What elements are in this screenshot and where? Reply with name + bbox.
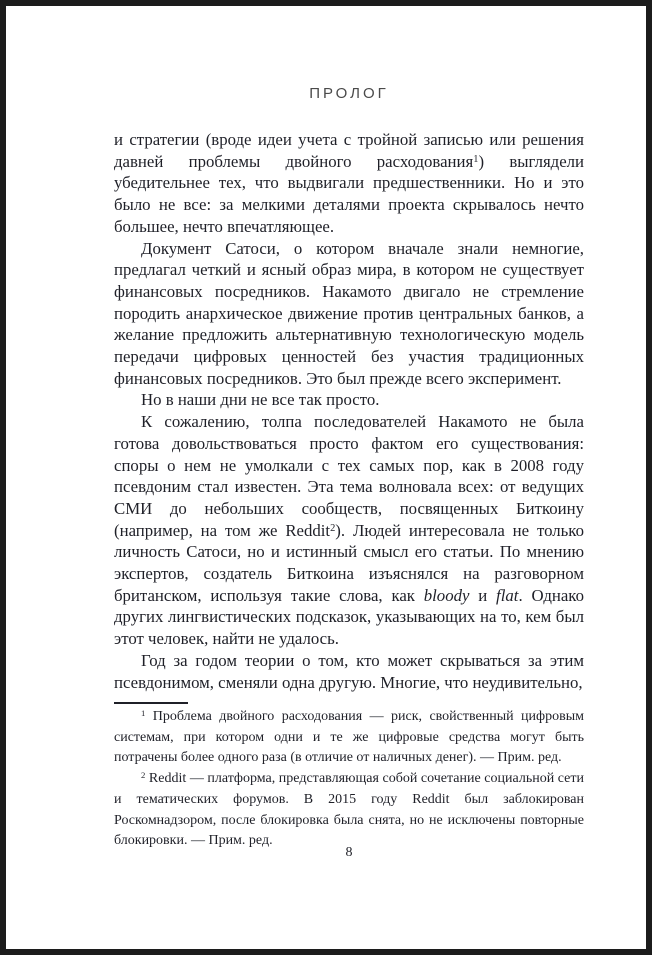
body-text bbox=[114, 129, 584, 693]
text-run: . Однако других лингвистических подсказок, указывающих на то, кем был этот человек, найти не удалось. bbox=[114, 585, 584, 649]
footnote-marker: 2 bbox=[141, 770, 146, 781]
text-run: и стратегии (вроде идеи учета с тройной записью или решения давней проблемы двойного расходования bbox=[114, 130, 584, 171]
text-run: и bbox=[469, 585, 497, 605]
text-run: Документ Сатоси, о котором вначале знали немногие, предлагал четкий и ясный образ мира, в котором не существует финансовых посредников. Накамото двигало не стремление породить анархическое движение против центральных банков, а желание предложить альтернативную технологическую модель передачи цифровых ценностей без участия традиционных финансовых посредников. Это был прежде всего эксперимент. bbox=[114, 238, 584, 388]
body-paragraph bbox=[114, 238, 584, 390]
footnote bbox=[114, 707, 584, 769]
footnote-ref: 1 bbox=[473, 154, 479, 166]
italic-term: bloody bbox=[423, 585, 470, 605]
body-paragraph bbox=[114, 650, 584, 693]
text-run: К сожалению, толпа последователей Накамото не была готова довольствоваться просто фактом его существования: споры о нем не умолкали с тех самых пор, как в 2008 году псевдоним стал известен. Эта тема волновала всех: от ведущих СМИ до небольших сообществ, посвященных Биткоину (например, на том же Reddit bbox=[114, 412, 584, 540]
footnote-ref: 2 bbox=[330, 522, 336, 534]
text-run: Год за годом теории о том, кто может скрываться за этим псевдонимом, сменяли одна другую. Многие, что неудивительно, bbox=[114, 650, 584, 692]
body-paragraph bbox=[114, 411, 584, 650]
footnote bbox=[114, 769, 584, 852]
body-paragraph bbox=[114, 129, 584, 238]
footnote-separator bbox=[114, 702, 188, 704]
footnote-marker: 1 bbox=[141, 708, 146, 719]
text-run: ). Людей интересовала не только личность Сатоси, но и истинный смысл его статьи. По мнению экспертов, создатель Биткоина изъяснялся на разговорном британском, используя такие слова, как bbox=[114, 520, 584, 605]
footnotes bbox=[114, 707, 584, 852]
italic-term: flat bbox=[496, 585, 519, 605]
page-number: 8 bbox=[345, 845, 353, 860]
body-paragraph bbox=[114, 389, 584, 411]
text-run: Проблема двойного расходования — риск, свойственный цифровым системам, при котором одни и те же цифровые средства могут быть потрачены более одного раза (в отличие от наличных денег). — Прим. ред. bbox=[114, 709, 584, 766]
text-run: ) выглядели убедительнее тех, что выдвигали предшественники. Но и это было не все: за мелкими деталями проекта скрывалось нечто большее, нечто впечатляющее. bbox=[114, 151, 585, 236]
text-run: Но в наши дни не все так просто. bbox=[141, 390, 380, 410]
text-run: Reddit — платформа, представляющая собой сочетание социальной сети и тематических форумов. В 2015 году Reddit был заблокирован Роскомнадзором, после блокировка была снята, но не исключены повторные блокировки. — Прим. ред. bbox=[114, 771, 584, 849]
running-head: ПРОЛОГ bbox=[309, 85, 389, 102]
